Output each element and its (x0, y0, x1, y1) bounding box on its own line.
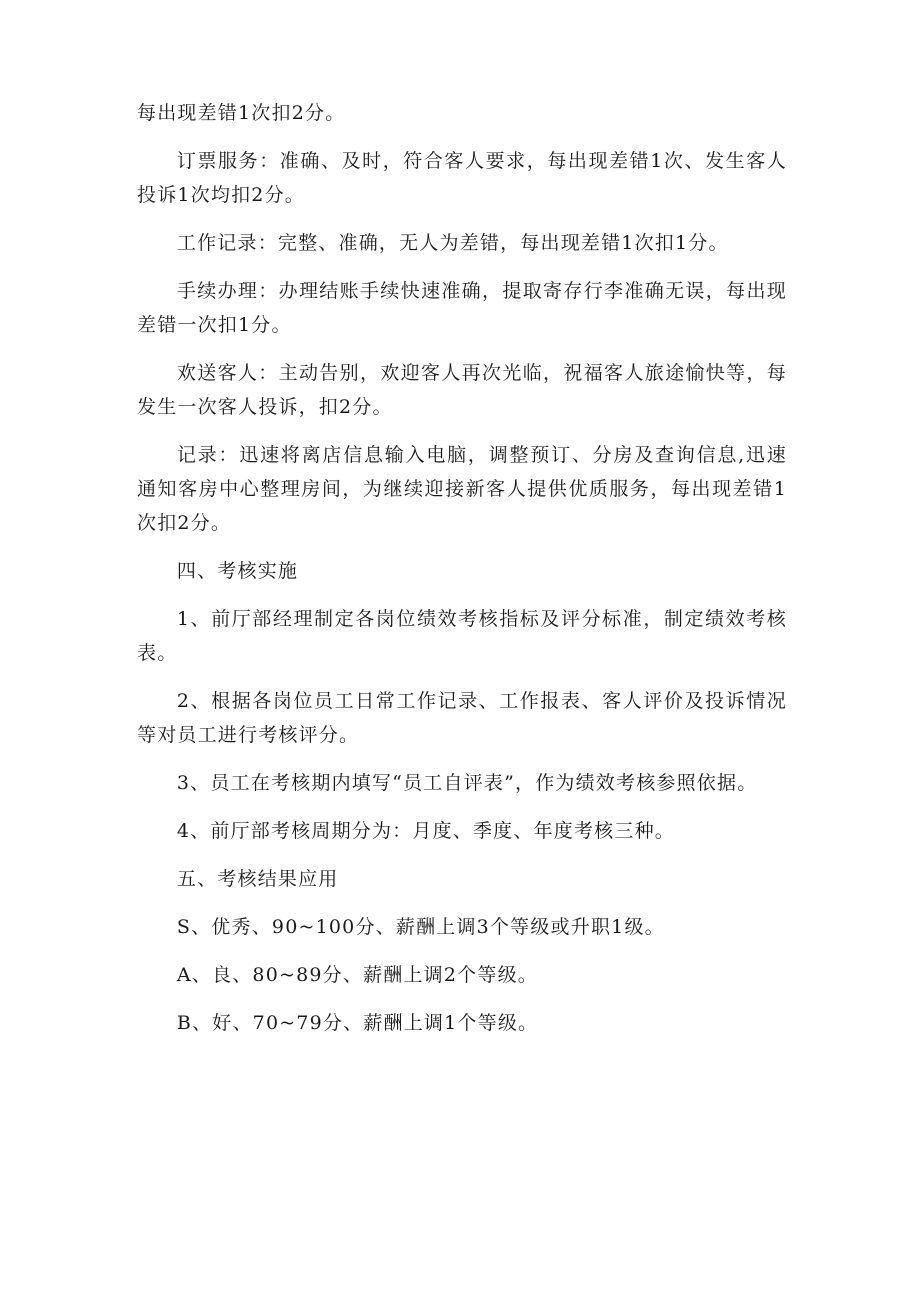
section-heading-implementation: 四、考核实施 (176, 560, 299, 582)
paragraph-procedures: 手续办理：办理结账手续快速准确，提取寄存行李准确无误，每出现差错一次扣1分。 (137, 280, 787, 336)
grade-item: A、良、80~89分、薪酬上调2个等级。 (176, 964, 538, 986)
list-item: 3、员工在考核期内填写“员工自评表”，作为绩效考核参照依据。 (176, 772, 758, 794)
paragraph-record: 记录：迅速将离店信息输入电脑，调整预订、分房及查询信息,迅速通知客房中心整理房间，为继续迎接新客人提供优质服务，每出现差错1次扣2分。 (137, 444, 787, 534)
document-body (137, 96, 787, 1054)
section-heading-results: 五、考核结果应用 (176, 868, 339, 890)
list-item: 4、前厅部考核周期分为：月度、季度、年度考核三种。 (176, 820, 675, 842)
paragraph-farewell: 欢送客人：主动告别，欢迎客人再次光临，祝福客人旅途愉快等，每发生一次客人投诉，扣2分。 (137, 362, 787, 418)
list-item: 1、前厅部经理制定各岗位绩效考核指标及评分标准，制定绩效考核表。 (137, 608, 787, 664)
grade-item: S、优秀、90~100分、薪酬上调3个等级或升职1级。 (176, 916, 665, 938)
paragraph-work-record: 工作记录：完整、准确，无人为差错，每出现差错1次扣1分。 (176, 232, 729, 254)
grade-item: B、好、70~79分、薪酬上调1个等级。 (176, 1012, 539, 1034)
list-item: 2、根据各岗位员工日常工作记录、工作报表、客人评价及投诉情况等对员工进行考核评分。 (137, 690, 787, 746)
paragraph-continuation: 每出现差错1次扣2分。 (137, 102, 346, 124)
paragraph-ticket-service: 订票服务：准确、及时，符合客人要求，每出现差错1次、发生客人投诉1次均扣2分。 (137, 150, 787, 206)
